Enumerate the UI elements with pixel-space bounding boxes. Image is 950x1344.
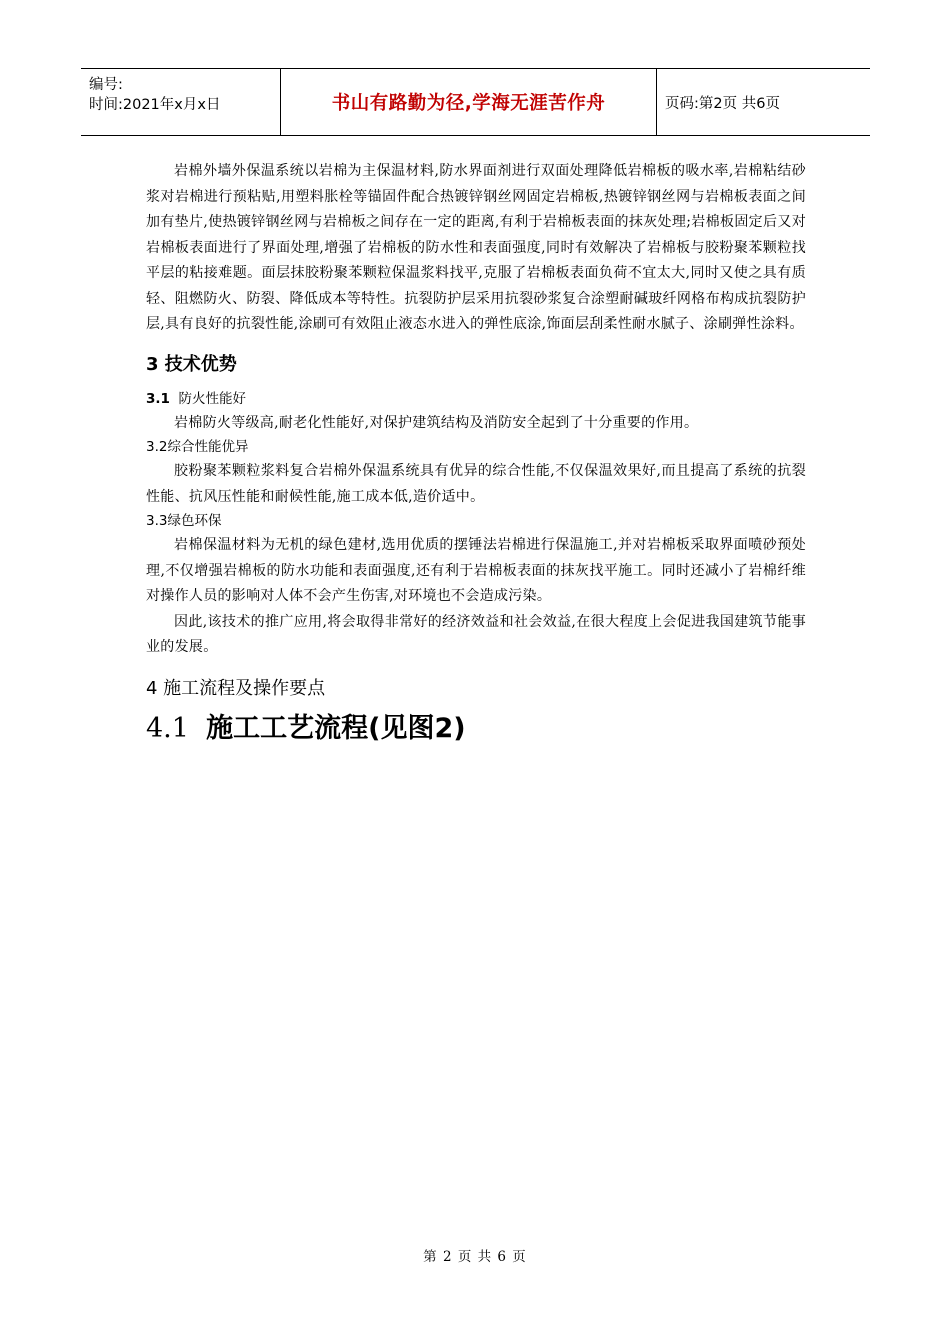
section-4-heading: 4 施工流程及操作要点 xyxy=(146,677,326,699)
header-page-info: 页码:第2页 共6页 xyxy=(665,95,780,112)
section-title: 综合性能优异 xyxy=(167,439,249,455)
section-title: 施工工艺流程(见图2) xyxy=(206,712,466,744)
document-body xyxy=(146,159,806,749)
header-meta xyxy=(81,69,281,135)
section-number: 3.1 xyxy=(146,390,170,407)
section-3-2-heading xyxy=(146,436,806,459)
section-3-1-heading xyxy=(146,388,806,411)
conclusion-paragraph: 因此,该技术的推广应用,将会取得非常好的经济效益和社会效益,在很大程度上会促进我国建筑节能事业的发展。 xyxy=(146,613,806,655)
page-footer: 第 2 页 共 6 页 xyxy=(423,1249,527,1265)
section-number: 3.3 xyxy=(146,513,168,529)
section-4-1-heading xyxy=(146,709,806,749)
section-number: 4.1 xyxy=(146,712,189,744)
section-3-3-heading xyxy=(146,510,806,533)
code-label: 编号: xyxy=(89,77,123,93)
section-number: 3.2 xyxy=(146,439,168,455)
header-motto: 书山有路勤为径,学海无涯苦作舟 xyxy=(281,69,657,135)
section-title: 绿色环保 xyxy=(167,513,222,529)
page-header xyxy=(81,68,870,136)
section-3-2-paragraph: 胶粉聚苯颗粒浆料复合岩棉外保温系统具有优异的综合性能,不仅保温效果好,而且提高了系统的抗裂性能、抗风压性能和耐候性能,施工成本低,造价适中。 xyxy=(146,463,806,505)
section-3-3-paragraph: 岩棉保温材料为无机的绿色建材,选用优质的摆锤法岩棉进行保温施工,并对岩棉板采取界面喷砂预处理,不仅增强岩棉板的防水功能和表面强度,还有利于岩棉板表面的抹灰找平施工。同时还减小了岩棉纤维对操作人员的影响对人体不会产生伤害,对环境也不会造成污染。 xyxy=(146,537,806,604)
intro-paragraph: 岩棉外墙外保温系统以岩棉为主保温材料,防水界面剂进行双面处理降低岩棉板的吸水率,岩棉粘结砂浆对岩棉进行预粘贴,用塑料胀栓等锚固件配合热镀锌钢丝网固定岩棉板,热镀锌钢丝网与岩棉板表面之间加有垫片,使热镀锌钢丝网与岩棉板之间存在一定的距离,有利于岩棉板表面的抹灰处理;岩棉板固定后又对岩棉板表面进行了界面处理,增强了岩棉板的防水性和表面强度,同时有效解决了岩棉板与胶粉聚苯颗粒找平层的粘接难题。面层抹胶粉聚苯颗粒保温浆料找平,克服了岩棉板表面负荷不宜太大,同时又使之具有质轻、阻燃防火、防裂、降低成本等特性。抗裂防护层采用抗裂砂浆复合涂塑耐碱玻纤网格布构成抗裂防护层,具有良好的抗裂性能,涂刷可有效阻止液态水进入的弹性底涂,饰面层刮柔性耐水腻子、涂刷弹性涂料。 xyxy=(146,163,806,332)
time-label: 时间:2021年x月x日 xyxy=(89,97,221,113)
section-3-1-paragraph: 岩棉防火等级高,耐老化性能好,对保护建筑结构及消防安全起到了十分重要的作用。 xyxy=(174,414,699,431)
section-3-heading: 3 技术优势 xyxy=(146,353,237,375)
section-title: 防火性能好 xyxy=(178,390,247,407)
